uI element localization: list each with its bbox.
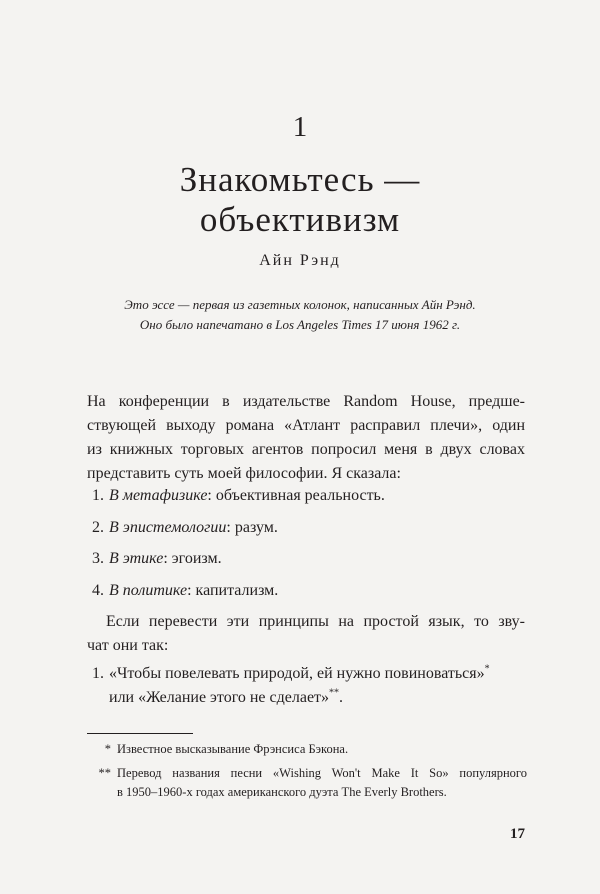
list-text: : капитализм. [187,582,279,599]
list-term: В эпистемологии [109,519,227,536]
list-number: 3. [92,550,104,567]
footnote-text [117,740,527,759]
paragraph-intro [87,390,525,486]
list-item [92,516,278,540]
footnote-line: Перевод названия песни «Wishing Won't Make It So» популярного [117,766,527,780]
quote-text-1: «Чтобы повелевать природой, ей нужно повиноваться» [109,665,485,682]
quote-text [109,662,525,710]
epigraph-line2: Оно было напечатано в Los Angeles Times 17 июня 1962 г. [139,317,461,332]
list-text: : объективная реальность. [207,487,385,504]
footnote-text [117,764,527,802]
author-name: Айн Рэнд [259,252,341,269]
paragraph-line: На конференции в издательстве Random House, предше- [87,393,525,410]
list-number: 4. [92,582,104,599]
list-term: В политике [109,582,188,599]
list-text: : эгоизм. [163,550,222,567]
list-number: 1. [92,487,104,504]
list-term: В метафизике [109,487,208,504]
chapter-title-line2: объективизм [199,200,401,239]
list-number: 2. [92,519,104,536]
paragraph-translation [87,610,525,658]
quote-text-2: или «Желание этого не сделает» [109,689,330,706]
list-item [92,547,222,571]
epigraph-line1: Это эссе — первая из газетных колонок, написанных Айн Рэнд. [124,297,476,312]
chapter-number: 1 [292,111,308,143]
list-number: 1. [92,665,104,682]
paragraph-line: чат они так: [87,637,169,654]
quote-line1 [109,662,525,686]
quote-line2 [109,686,525,710]
paragraph-line: ствующей выходу романа «Атлант расправил плечи», один [87,417,525,434]
list-item [92,579,278,603]
footnote-ref: ** [329,687,340,699]
footnote-ref: * [484,663,490,675]
paragraph-line: Если перевести эти принципы на простой язык, то зву- [106,613,525,630]
chapter-title-line1: Знакомьтесь — [179,160,421,199]
chapter-title [0,160,600,240]
footnote-line: Известное высказывание Фрэнсиса Бэкона. [117,742,349,756]
list-term: В этике [109,550,164,567]
footnote-line: в 1950–1960-х годах американского дуэта The Everly Brothers. [117,785,447,799]
page-number: 17 [510,826,525,842]
paragraph-line: из книжных торговых агентов попросил меня в двух словах [87,441,525,458]
quote-end: . [339,689,344,706]
paragraph-line: представить суть моей философии. Я сказала: [87,465,401,482]
list-text: : разум. [226,519,278,536]
list-item [92,484,385,508]
footnote-divider [87,733,193,734]
epigraph [0,295,600,335]
footnote-mark: * [104,742,111,756]
footnote-mark: ** [98,766,111,780]
